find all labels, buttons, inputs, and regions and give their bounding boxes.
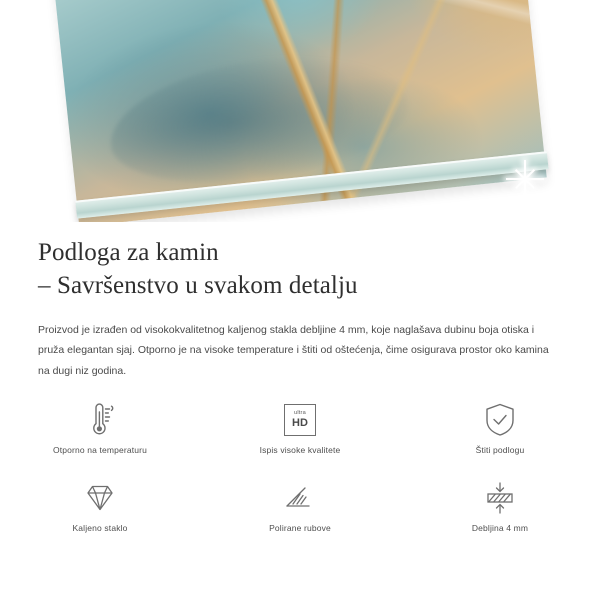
feature-item-protection: [400, 398, 600, 476]
content-block: [0, 222, 600, 381]
feature-item-print-quality: [200, 398, 400, 476]
polished-edges-icon: [282, 476, 318, 520]
diamond-icon: [82, 476, 118, 520]
product-description: Proizvod je izrađen od visokokvalitetnog kaljenog stakla debljine 4 mm, koje naglašava dubinu boja otiska i pruža elegantan sjaj. Otporno je na visoke temperature i štiti od oštećenja, čime osigurava prostor oko kamina na dugi niz godina.: [38, 324, 549, 377]
feature-grid: [0, 398, 600, 554]
feature-label: Ispis visoke kvalitete: [259, 445, 341, 455]
thickness-arrows-icon: [482, 476, 518, 520]
feature-item-tempered-glass: [0, 476, 200, 554]
page-title: [0, 222, 600, 302]
feature-item-temperature: [0, 398, 200, 476]
ultra-hd-icon: [284, 398, 316, 442]
page-title-line-1: Podloga za kamin: [38, 239, 219, 266]
feature-label: Debljina 4 mm: [471, 523, 529, 533]
feature-label: Polirane rubove: [269, 523, 331, 533]
thermometer-icon: [83, 398, 117, 442]
hero-canvas: [0, 0, 600, 222]
ultra-hd-badge-bottom: HD: [292, 416, 308, 429]
shield-check-icon: [483, 398, 517, 442]
feature-item-polished-edges: [200, 476, 400, 554]
ultra-hd-badge-top: ultra: [294, 410, 306, 417]
feature-label: Kaljeno staklo: [72, 523, 128, 533]
feature-label: Otporno na temperaturu: [52, 445, 148, 455]
page-title-line-2: – Savršenstvo u svakom detalju: [38, 272, 358, 299]
feature-item-thickness: [400, 476, 600, 554]
feature-label: Štiti podlogu: [475, 445, 525, 455]
hero-image: [0, 0, 600, 222]
sparkle-icon: [506, 160, 544, 198]
